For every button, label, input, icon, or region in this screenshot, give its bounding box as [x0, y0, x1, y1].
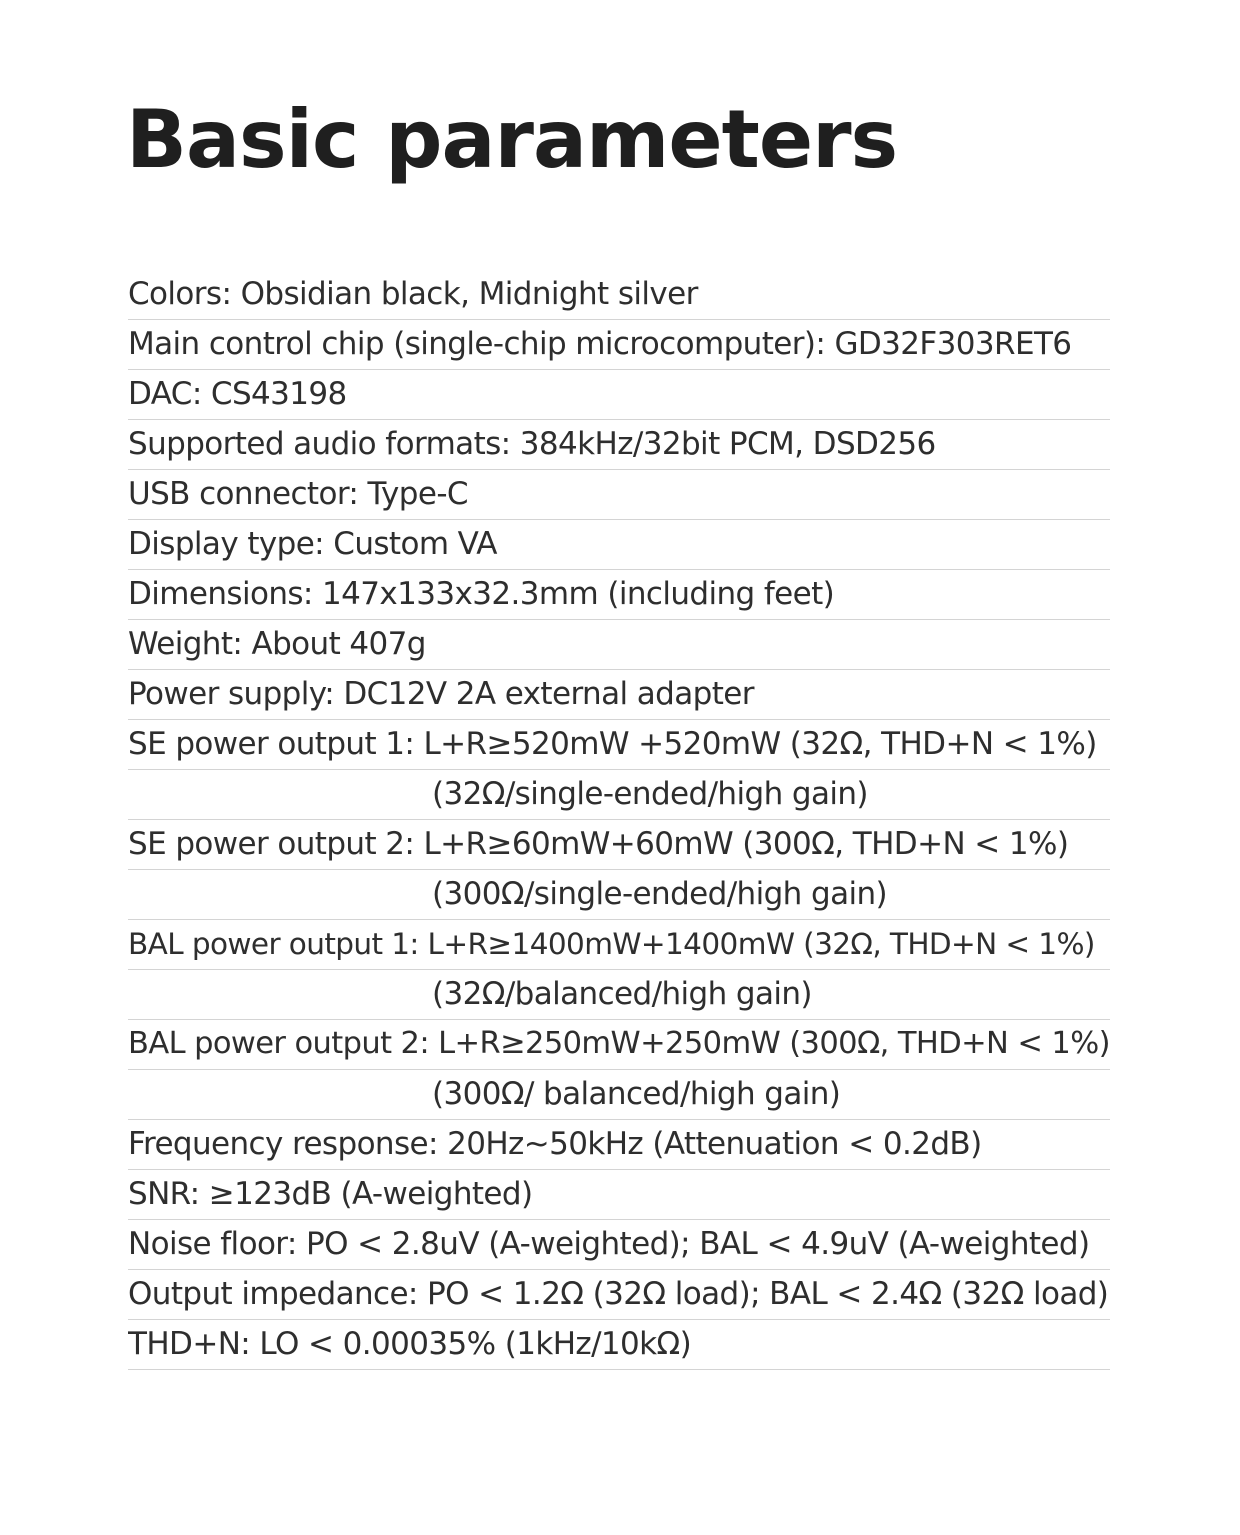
spec-row-bal-output-1-detail [128, 970, 1110, 1020]
spec-row-main-chip [128, 320, 1110, 370]
spec-row-se-output-1-detail [128, 770, 1110, 820]
spec-row-power-supply [128, 670, 1110, 720]
spec-row-output-impedance [128, 1270, 1110, 1320]
spec-row-bal-output-1 [128, 920, 1110, 970]
spec-text: SE power output 1: L+R≥520mW +520mW (32Ω, THD+N < 1%) [128, 726, 1097, 762]
spec-text: (32Ω/balanced/high gain) [432, 976, 812, 1012]
spec-text: Power supply: DC12V 2A external adapter [128, 676, 754, 712]
spec-text: SE power output 2: L+R≥60mW+60mW (300Ω, THD+N < 1%) [128, 826, 1069, 862]
spec-row-se-output-2-detail [128, 870, 1110, 920]
spec-text: Colors: Obsidian black, Midnight silver [128, 276, 698, 312]
spec-row-bal-output-2 [128, 1020, 1110, 1070]
spec-text: Display type: Custom VA [128, 526, 497, 562]
spec-list [128, 270, 1110, 1370]
spec-text: BAL power output 2: L+R≥250mW+250mW (300Ω, THD+N < 1%) [128, 1026, 1110, 1062]
spec-text: USB connector: Type-C [128, 476, 468, 512]
spec-row-audio-formats [128, 420, 1110, 470]
spec-row-se-output-2 [128, 820, 1110, 870]
spec-text: Weight: About 407g [128, 626, 426, 662]
spec-row-bal-output-2-detail [128, 1070, 1110, 1120]
spec-text: (300Ω/ balanced/high gain) [432, 1076, 841, 1112]
spec-row-noise-floor [128, 1220, 1110, 1270]
spec-row-usb [128, 470, 1110, 520]
spec-row-dimensions [128, 570, 1110, 620]
spec-row-se-output-1 [128, 720, 1110, 770]
spec-text: Main control chip (single-chip microcomputer): GD32F303RET6 [128, 326, 1072, 362]
spec-row-snr [128, 1170, 1110, 1220]
spec-text: SNR: ≥123dB (A-weighted) [128, 1176, 533, 1212]
spec-text: Dimensions: 147x133x32.3mm (including feet) [128, 576, 835, 612]
spec-row-colors [128, 270, 1110, 320]
spec-text: (300Ω/single-ended/high gain) [432, 876, 888, 912]
spec-text: THD+N: LO < 0.00035% (1kHz/10kΩ) [128, 1326, 692, 1362]
page-title: Basic parameters [126, 93, 898, 186]
spec-text: BAL power output 1: L+R≥1400mW+1400mW (32Ω, THD+N < 1%) [128, 926, 1095, 961]
spec-text: (32Ω/single-ended/high gain) [432, 776, 868, 812]
spec-text: Supported audio formats: 384kHz/32bit PCM, DSD256 [128, 426, 936, 462]
spec-text: DAC: CS43198 [128, 376, 347, 412]
spec-row-dac [128, 370, 1110, 420]
spec-row-display [128, 520, 1110, 570]
spec-row-weight [128, 620, 1110, 670]
spec-row-frequency-response [128, 1120, 1110, 1170]
spec-text: Noise floor: PO < 2.8uV (A-weighted); BAL < 4.9uV (A-weighted) [128, 1226, 1090, 1262]
spec-row-thd-n [128, 1320, 1110, 1370]
spec-text: Output impedance: PO < 1.2Ω (32Ω load); BAL < 2.4Ω (32Ω load) [128, 1276, 1109, 1312]
spec-text: Frequency response: 20Hz~50kHz (Attenuation < 0.2dB) [128, 1126, 982, 1162]
